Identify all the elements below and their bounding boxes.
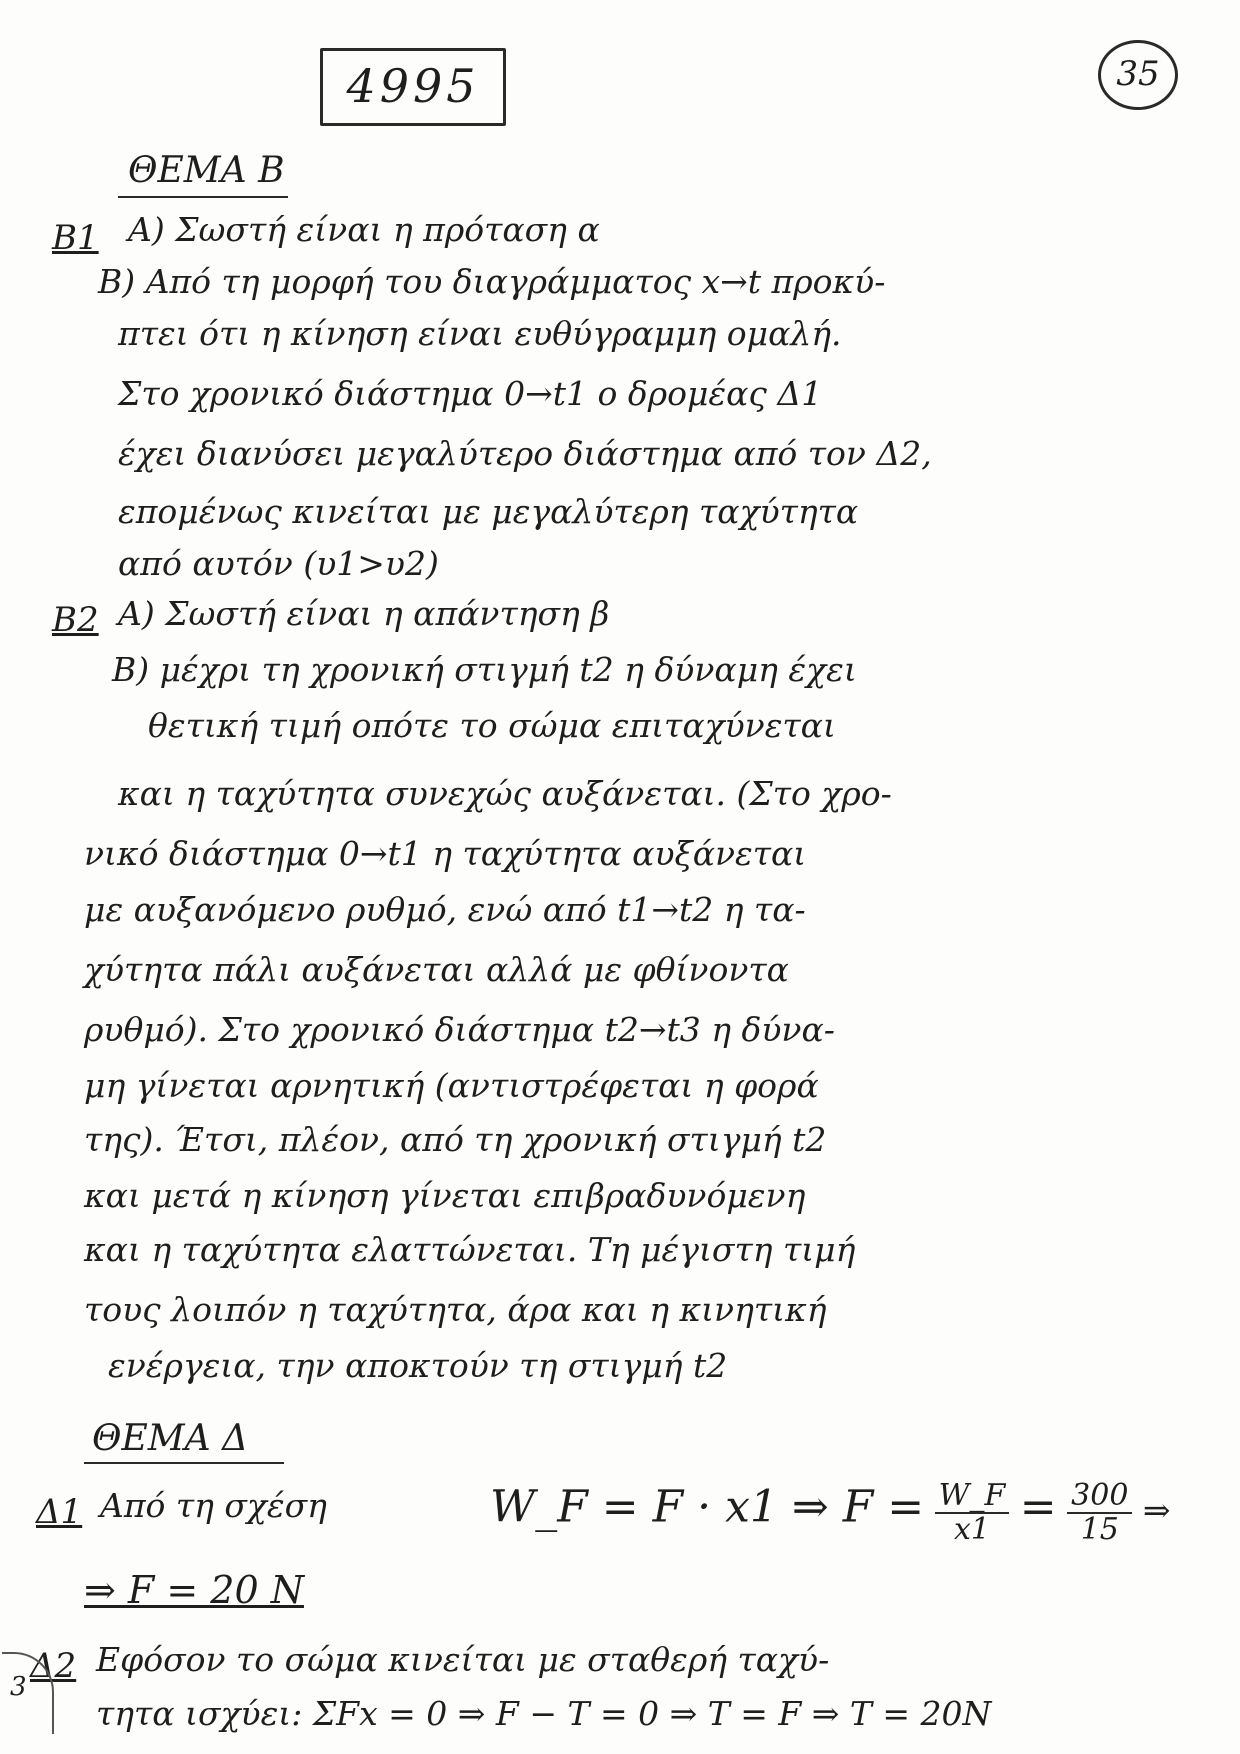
fraction-300-over-15 [1067,1480,1132,1545]
b1-b-line: από αυτόν (υ1>υ2) [118,544,439,583]
b2-b-line: νικό διάστημα 0→t1 η ταχύτητα αυξάνεται [84,834,807,873]
b2-b-line: της). Έτσι, πλέον, από τη χρονική στιγμή t2 [84,1120,827,1159]
d2-line: τητα ισχύει: ΣFx = 0 ⇒ F − T = 0 ⇒ T = F ⇒ T = 20N [96,1694,992,1733]
fraction-denominator: x1 [953,1511,990,1547]
heading-underline [84,1462,284,1464]
b2-a-line: Α) Σωστή είναι η απάντηση β [118,594,610,633]
b2-b-line: χύτητα πάλι αυξάνεται αλλά με φθίνοντα [84,950,789,989]
d1-text: Από τη σχέση [100,1486,327,1525]
fraction-numerator: 300 [1067,1480,1132,1514]
b2-b-line: μη γίνεται αρνητική (αντιστρέφεται η φορά [84,1066,819,1105]
b2-b-line: ενέργεια, την αποκτούν τη στιγμή t2 [108,1346,728,1385]
heading-underline [118,196,288,198]
b2-b-line: και η ταχύτητα συνεχώς αυξάνεται. (Στο χρο- [118,774,892,813]
b2-b-line: και μετά η κίνηση γίνεται επιβραδυνόμενη [84,1176,806,1215]
d1-formula-text: W_F = F · x1 ⇒ F = [490,1481,925,1533]
d1-result: ⇒ F = 20 N [84,1568,304,1612]
b2-b-line: με αυξανόμενο ρυθμό, ενώ από t1→t2 η τα- [84,890,806,929]
b1-b-line: πτει ότι η κίνηση είναι ευθύγραμμη ομαλή. [118,314,842,353]
d1-label: Δ1 [36,1492,83,1532]
theme-d-heading: ΘΕΜΑ Δ [92,1418,249,1459]
equals-sign: = [1019,1481,1057,1533]
b2-b-line: θετική τιμή οπότε το σώμα επιταχύνεται [148,706,836,745]
exam-code-box: 4995 [320,48,506,126]
page-number-circle: 35 [1098,40,1178,110]
d1-formula [490,1480,1171,1545]
fraction-numerator: W_F [935,1480,1010,1514]
d2-label: Δ2 [30,1646,77,1686]
b2-b-line: και η ταχύτητα ελαττώνεται. Τη μέγιστη τιμή [84,1230,856,1269]
fraction-denominator: 15 [1080,1511,1119,1547]
b1-b-line: επομένως κινείται με μεγαλύτερη ταχύτητα [118,492,859,531]
b2-label: Β2 [52,600,99,640]
fraction-wf-over-x1 [935,1480,1010,1545]
margin-mark-number: 3 [10,1672,27,1702]
b1-b-line: Στο χρονικό διάστημα 0→t1 ο δρομέας Δ1 [118,374,823,413]
b1-b-line: έχει διανύσει μεγαλύτερο διάστημα από τον Δ2, [118,434,932,473]
b1-b-line: Β) Από τη μορφή του διαγράμματος x→t προκύ- [98,262,886,301]
d2-line: Εφόσον το σώμα κινείται με σταθερή ταχύ- [96,1640,830,1679]
b2-b-line: τους λοιπόν η ταχύτητα, άρα και η κινητική [84,1290,827,1329]
b2-b-line: ρυθμό). Στο χρονικό διάστημα t2→t3 η δύνα- [84,1010,835,1049]
implies-arrow: ⇒ [1142,1490,1171,1530]
theme-b-heading: ΘΕΜΑ Β [128,150,285,191]
b1-a-line: Α) Σωστή είναι η πρόταση α [128,210,600,249]
b2-b-line: Β) μέχρι τη χρονική στιγμή t2 η δύναμη έχει [112,650,857,689]
b1-label: Β1 [52,218,99,258]
